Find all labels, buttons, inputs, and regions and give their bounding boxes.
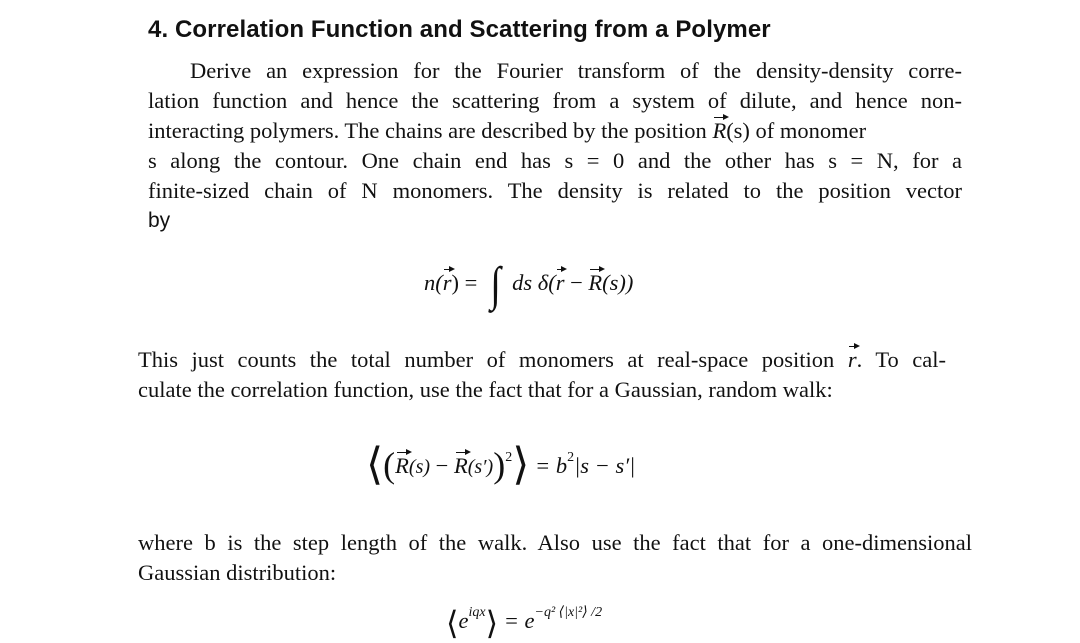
para1-line1 <box>190 56 962 86</box>
para1-line5 <box>148 176 962 206</box>
equation-random-walk <box>366 440 636 489</box>
eq1-vector-r: r <box>443 268 452 298</box>
para1-line3-pre: interacting polymers. The chains are described by the position <box>148 118 707 143</box>
vector-r: r <box>848 345 857 375</box>
eq3-langle: ⟨ <box>446 605 459 641</box>
eq2-exponent: 2 <box>505 450 513 465</box>
para1-line3-post: (s) of monomer <box>726 118 867 143</box>
para1-line3 <box>148 116 964 146</box>
equation-density <box>424 258 634 311</box>
para1-line5-text: finite-sized chain of N monomers. The density is related to the position vector <box>148 178 962 203</box>
eq2-arg2: (s′) <box>467 456 494 478</box>
eq3-rangle: ⟩ <box>485 605 499 641</box>
para1-line6 <box>148 206 170 236</box>
eq2-rhs-tail: |s − s′| <box>574 453 636 478</box>
integral-sign: ∫ <box>490 258 501 311</box>
para2-line1-post: . To cal- <box>856 347 947 372</box>
para3-line1-text: where b is the step length of the walk. Also use the fact that for a one-dimensional <box>138 530 972 555</box>
para2-line1 <box>138 345 946 375</box>
para1-line4 <box>148 146 962 176</box>
eq1-lhs: n( <box>424 270 443 295</box>
eq2-langle: ⟨ <box>366 440 384 489</box>
equation-gaussian <box>446 605 603 641</box>
para2-line1-pre: This just counts the total number of monomers at real-space position <box>138 347 835 372</box>
eq1-vector-r2: r <box>556 268 565 298</box>
eq1-minus: − <box>564 270 589 295</box>
eq1-vector-R: R <box>588 268 602 298</box>
eq2-lparen: ( <box>383 445 396 485</box>
eq2-minus: − <box>430 453 454 478</box>
section-heading: 4. Correlation Function and Scattering from a Polymer <box>148 16 771 43</box>
eq2-vector-R2: R <box>454 451 468 481</box>
para1-line6-text: by <box>148 209 171 232</box>
para3-line2 <box>138 558 336 588</box>
eq2-arg1: (s) <box>408 456 431 478</box>
eq1-lhs-close: ) = <box>451 270 478 295</box>
vector-R: R <box>712 116 726 146</box>
eq3-rhs: = e <box>498 608 535 633</box>
para2-line2-text: culate the correlation function, use the fact that for a Gaussian, random walk: <box>138 377 833 402</box>
eq2-rangle: ⟩ <box>512 440 530 489</box>
eq1-integrand: ds δ( <box>512 270 556 295</box>
eq2-rparen: ) <box>493 445 506 485</box>
eq2-vector-R1: R <box>395 451 409 481</box>
eq1-close: (s)) <box>602 270 634 295</box>
para2-line2 <box>138 375 833 405</box>
para1-line1-text: Derive an expression for the Fourier transform of the density-density corre- <box>190 58 962 83</box>
para1-line4-text: s along the contour. One chain end has s = 0 and the other has s = N, for a <box>148 148 962 173</box>
para3-line1 <box>138 528 972 558</box>
eq3-rhs-exponent: −q² ⟨|x|²⟩ /2 <box>534 605 603 620</box>
eq3-exponent: iqx <box>468 605 486 620</box>
para3-line2-text: Gaussian distribution: <box>138 560 337 585</box>
eq2-rhs: = b <box>529 453 568 478</box>
eq2-rhs-exponent: 2 <box>567 450 575 465</box>
para1-line2-text: lation function and hence the scattering from a system of dilute, and hence non- <box>148 88 962 113</box>
eq3-base: e <box>458 608 469 633</box>
para1-line2 <box>148 86 962 116</box>
